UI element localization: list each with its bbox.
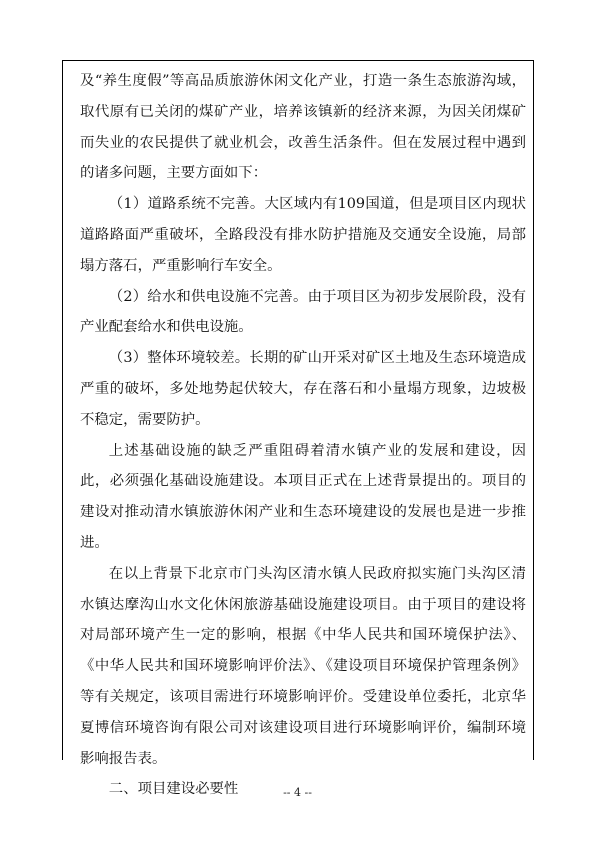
paragraph-2: （1）道路系统不完善。大区域内有109国道，但是项目区内现状道路路面严重破坏，全路段没有排水防护措施及交通安全设施，局部塌方落石，严重影响行车安全。: [80, 196, 526, 274]
paragraph-5: 上述基础设施的缺乏严重阻碍着清水镇产业的发展和建设，因此，必须强化基础设施建设。本项目正式在上述背景提出的。项目的建设对推动清水镇旅游休闲产业和生态环境建设的发展也是进一步推进。: [80, 442, 526, 551]
section-heading: 二、项目建设必要性: [108, 781, 239, 798]
paragraph-1: 及“养生度假”等高品质旅游休闲文化产业，打造一条生态旅游沟域，取代原有已关闭的煤矿产业，培养该镇新的经济来源，为因关闭煤矿而失业的农民提供了就业机会，改善生活条件。但在发展过程中遇到的诸多问题，主要方面如下：: [80, 73, 526, 182]
page-number: -- 4 --: [283, 786, 312, 799]
paragraph-3: （2）给水和供电设施不完善。由于项目区为初步发展阶段，没有产业配套给水和供电设施。: [80, 288, 526, 336]
paragraph-4: （3）整体环境较差。长期的矿山开采对矿区土地及生态环境造成严重的破坏，多处地势起伏较大，存在落石和小量塌方现象，边坡极不稳定，需要防护。: [80, 350, 526, 428]
paragraph-6: 在以上背景下北京市门头沟区清水镇人民政府拟实施门头沟区清水镇达摩沟山水文化休闲旅游基础设施建设项目。由于项目的建设将对局部环境产生一定的影响，根据《中华人民共和国环境保护法》、《中华人民共和国环境影响评价法》、《建设项目环境保护管理条例》等有关规定，该项目需进行环境影响评价。受建设单位委托，北京华夏博信环境咨询有限公司对该建设项目进行环境影响评价，编制环境影响报告表。: [80, 565, 526, 767]
document-body: [80, 66, 526, 805]
